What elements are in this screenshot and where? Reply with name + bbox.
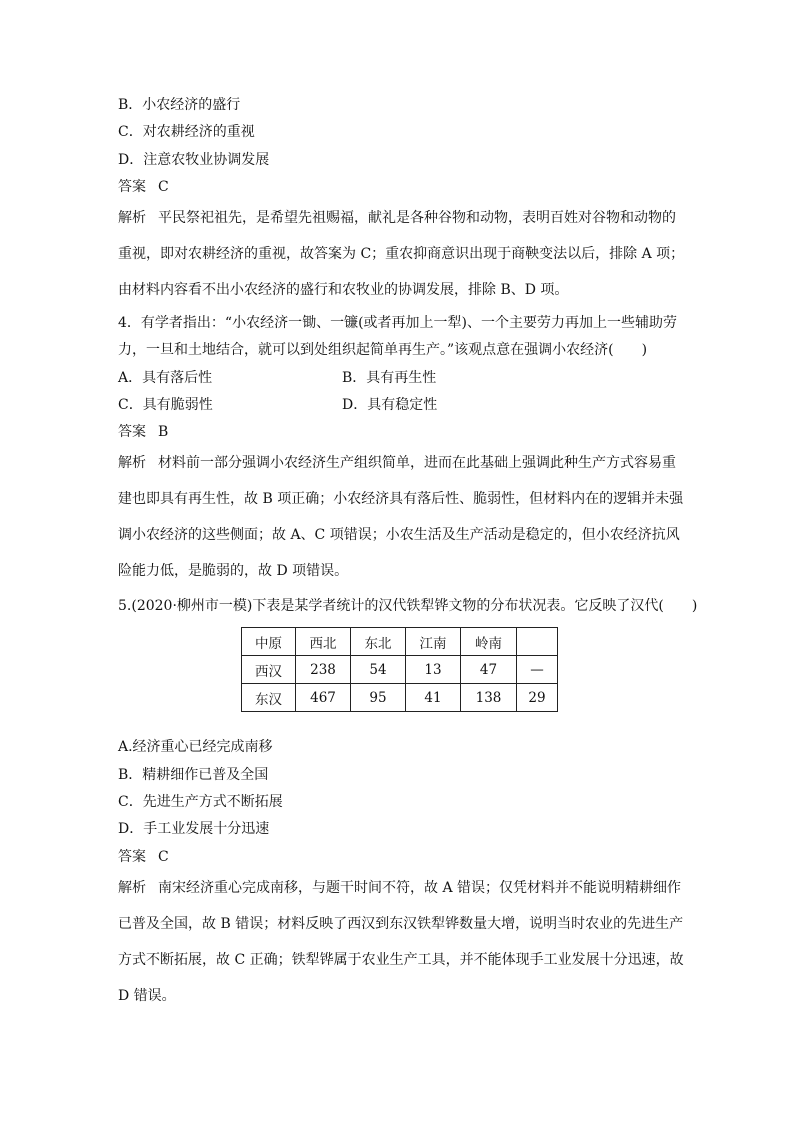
- table-header-cell: 岭南: [461, 628, 517, 656]
- q4-stem-line-2: 力，一旦和土地结合，就可以到处组织起简单再生产。”该观点意在强调小农经济( ): [118, 342, 648, 358]
- table-cell: —: [517, 656, 558, 684]
- q4-analysis-line-4: 险能力低，是脆弱的，故 D 项错误。: [118, 563, 349, 579]
- table-cell: 138: [461, 684, 517, 712]
- q4-analysis-line-1: [118, 454, 676, 472]
- analysis-label: 解析: [118, 210, 146, 226]
- table-cell: 41: [406, 684, 461, 712]
- table-header-row: [242, 628, 558, 656]
- answer-value: C: [158, 849, 169, 865]
- answer-label: 答案: [118, 424, 146, 440]
- answer-value: B: [158, 424, 169, 440]
- q4-option-c: C．具有脆弱性: [118, 397, 213, 413]
- table-header-cell: 东北: [351, 628, 406, 656]
- table-cell: 47: [461, 656, 517, 684]
- q5-analysis-line-3: 方式不断拓展，故 C 正确；铁犁铧属于农业生产工具，并不能体现手工业发展十分迅速，故: [118, 952, 684, 968]
- table-cell: 29: [517, 684, 558, 712]
- answer-label: 答案: [118, 849, 146, 865]
- analysis-label: 解析: [118, 880, 146, 896]
- q5-answer: [118, 848, 169, 866]
- q5-option-c: C．先进生产方式不断拓展: [118, 794, 283, 810]
- table-cell: 95: [351, 684, 406, 712]
- q4-analysis-line-2: 建也即具有再生性，故 B 项正确；小农经济具有落后性、脆弱性，但材料内在的逻辑并未强: [118, 491, 684, 507]
- q5-option-b: B．精耕细作已普及全国: [118, 767, 269, 783]
- q3-analysis-line-2: 重视，即对农耕经济的重视，故答案为 C；重农抑商意识出现于商鞅变法以后，排除 A 项；: [118, 246, 685, 262]
- q5-analysis-line-2: 已普及全国，故 B 错误；材料反映了西汉到东汉铁犁铧数量大增，说明当时农业的先进生产: [118, 916, 684, 932]
- table-header-cell: [517, 628, 558, 656]
- distribution-table: [241, 627, 558, 712]
- q5-option-d: D．手工业发展十分迅速: [118, 821, 270, 837]
- table-header-cell: 中原: [242, 628, 296, 656]
- q4-analysis-line-3: 调小农经济的这些侧面；故 A、C 项错误；小农生活及生产活动是稳定的，但小农经济抗风: [118, 527, 680, 543]
- analysis-text: 材料前一部分强调小农经济生产组织简单，进而在此基础上强调此种生产方式容易重: [158, 455, 676, 471]
- q3-option-b: B．小农经济的盛行: [118, 97, 241, 113]
- q3-answer: [118, 178, 169, 196]
- q5-option-a: A.经济重心已经完成南移: [118, 739, 273, 755]
- table-cell: 54: [351, 656, 406, 684]
- q4-stem-line-1: 4．有学者指出：“小农经济一锄、一镰(或者再加上一犁)、一个主要劳力再加上一些辅助劳: [118, 315, 677, 331]
- q5-stem: 5.(2020·柳州市一模)下表是某学者统计的汉代铁犁铧文物的分布状况表。它反映了汉代( ): [118, 598, 698, 614]
- q4-option-a: A．具有落后性: [118, 370, 213, 386]
- q5-analysis-line-1: [118, 879, 681, 897]
- table-cell: 东汉: [242, 684, 296, 712]
- q3-option-c: C．对农耕经济的重视: [118, 124, 255, 140]
- answer-value: C: [158, 179, 169, 195]
- analysis-text: 平民祭祀祖先，是希望先祖赐福，献礼是各种谷物和动物，表明百姓对谷物和动物的: [158, 210, 676, 226]
- table-row: [242, 684, 558, 712]
- table-header-cell: 江南: [406, 628, 461, 656]
- q3-analysis-line-1: [118, 209, 676, 227]
- table-cell: 西汉: [242, 656, 296, 684]
- q3-option-d: D．注意农牧业协调发展: [118, 152, 270, 168]
- q5-analysis-line-4: D 错误。: [118, 988, 176, 1004]
- q3-analysis-line-3: 由材料内容看不出小农经济的盛行和农牧业的协调发展，排除 B、D 项。: [118, 282, 569, 298]
- analysis-text: 南宋经济重心完成南移，与题干时间不符，故 A 错误；仅凭材料并不能说明精耕细作: [158, 880, 682, 896]
- q4-option-d: D．具有稳定性: [342, 397, 438, 413]
- analysis-label: 解析: [118, 455, 146, 471]
- table-cell: 13: [406, 656, 461, 684]
- q4-answer: [118, 423, 168, 441]
- q4-option-b: B．具有再生性: [342, 370, 437, 386]
- table-cell: 238: [296, 656, 351, 684]
- answer-label: 答案: [118, 179, 146, 195]
- table-header-cell: 西北: [296, 628, 351, 656]
- table-cell: 467: [296, 684, 351, 712]
- table-row: [242, 656, 558, 684]
